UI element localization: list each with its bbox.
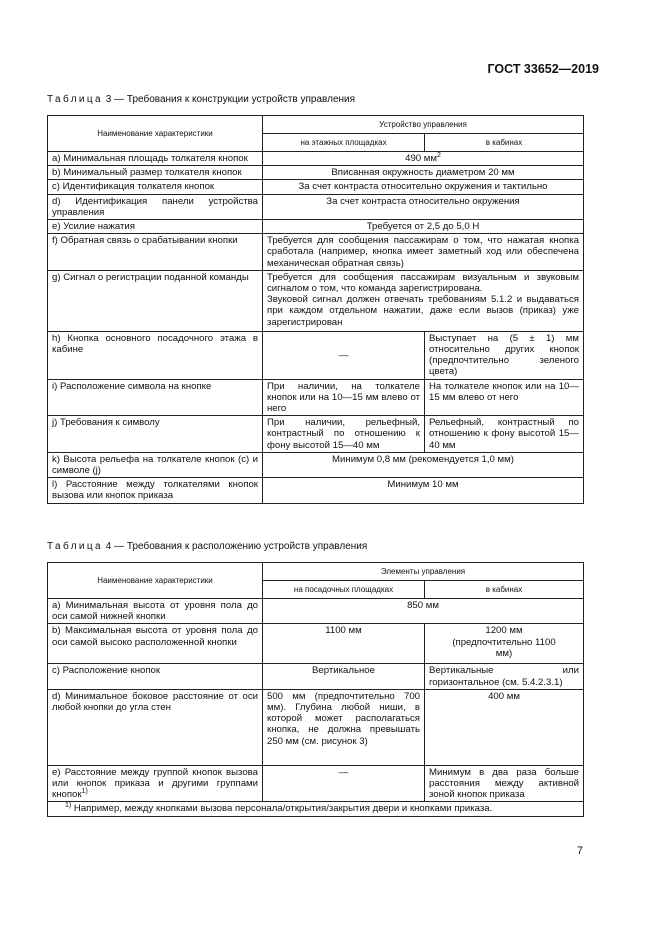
row-value-b: Вертикальные или горизонтальное (см. 5.4.2.3.1)	[425, 664, 584, 689]
table3-col-name: Наименование характеристики	[48, 116, 263, 152]
table3-col-b: в кабинах	[425, 134, 584, 152]
row-value-a: Вертикальное	[263, 664, 425, 689]
table3-row	[48, 166, 584, 180]
row-name: h) Кнопка основного посадочного этажа в кабине	[48, 331, 263, 379]
row-name: b) Минимальный размер толкателя кнопок	[48, 166, 263, 180]
row-value-b: 1200 мм (предпочтительно 1100 мм)	[425, 624, 584, 664]
table3-row	[48, 220, 584, 234]
table4-caption-text: — Требования к расположению устройств управления	[114, 541, 368, 552]
row-value: Требуется для сообщения пассажирам визуальным и звуковым сигналом о том, что команда зарегистрирована. Звуковой сигнал должен отвечать требованиям 5.1.2 и выдаваться при каждом отдельном нажатии, даже если вызов (приказ) уже зарегистрирован	[263, 270, 584, 331]
table3-row	[48, 152, 584, 166]
page-number: 7	[576, 845, 583, 857]
table3-caption-number: 3	[105, 94, 112, 105]
row-value: 490 $мм^2$	[263, 152, 584, 166]
table3-col-a: на этажных площадках	[263, 134, 425, 152]
standard-designation: ГОСТ 33652—2019	[487, 62, 599, 76]
row-name: b) Максимальная высота от уровня пола до оси самой высоко расположенной кнопки	[48, 624, 263, 664]
row-value-a: При наличии, рельефный, контрастный по отношению к фону высотой 15—40 мм	[263, 416, 425, 453]
row-name: c) Идентификация толкателя кнопок	[48, 180, 263, 194]
row-value-a: При наличии, на толкателе кнопок или на 10—15 мм влево от него	[263, 379, 425, 416]
row-name: e) Расстояние между группой кнопок вызова или кнопок приказа и другими группами кнопок$^{1)}$	[48, 765, 263, 802]
table4	[47, 562, 584, 817]
row-name: i) Расположение символа на кнопке	[48, 379, 263, 416]
table4-row	[48, 765, 584, 802]
table3-row	[48, 452, 584, 477]
row-value-a: —	[263, 331, 425, 379]
row-value: За счет контраста относительно окружения	[263, 194, 584, 219]
table4-col-b: в кабинах	[425, 581, 584, 599]
row-value: Требуется для сообщения пассажирам о том, что нажатая кнопка сработала (например, кнопка имеет заметный ход или обеспечена механическая обратная связь)	[263, 234, 584, 271]
row-name: g) Сигнал о регистрации поданной команды	[48, 270, 263, 331]
row-value-a: —	[263, 765, 425, 802]
row-value-a: 1100 мм	[263, 624, 425, 664]
table4-caption	[47, 541, 367, 552]
row-name: f) Обратная связь о срабатывании кнопки	[48, 234, 263, 271]
table4-caption-prefix: Таблица	[47, 541, 104, 552]
row-name: k) Высота рельефа на толкателе кнопок (с) и символе (j)	[48, 452, 263, 477]
table3-row	[48, 379, 584, 416]
row-name: d) Идентификация панели устройства управления	[48, 194, 263, 219]
row-name: a) Минимальная высота от уровня пола до оси самой нижней кнопки	[48, 599, 263, 624]
table3-col-group: Устройство управления	[263, 116, 584, 134]
table3-row	[48, 194, 584, 219]
table3-row	[48, 180, 584, 194]
row-value-b: Рельефный, контрастный по отношению к фону высотой 15—40 мм	[425, 416, 584, 453]
table4-footnote: $^{1)}$ Например, между кнопками вызова персонала/открытия/закрытия двери и кнопками приказа.	[48, 802, 584, 816]
table4-footnote-row	[48, 802, 584, 816]
table3-row	[48, 478, 584, 503]
table3-row	[48, 331, 584, 379]
table3-row	[48, 416, 584, 453]
row-value: 850 мм	[263, 599, 584, 624]
table3-caption-prefix: Таблица	[47, 94, 104, 105]
row-name: d) Минимальное боковое расстояние от оси любой кнопки до угла стен	[48, 689, 263, 765]
row-name: l) Расстояние между толкателями кнопок вызова или кнопок приказа	[48, 478, 263, 503]
table3-caption	[47, 94, 355, 105]
row-value-b: Выступает на (5 ± 1) мм относительно других кнопок (предпочтительно зеленого цвета)	[425, 331, 584, 379]
row-name: a) Минимальная площадь толкателя кнопок	[48, 152, 263, 166]
table4-caption-number: 4	[105, 541, 112, 552]
table4-row	[48, 599, 584, 624]
table3	[47, 115, 584, 504]
row-value: Минимум 0,8 мм (рекомендуется 1,0 мм)	[263, 452, 584, 477]
table3-caption-text: — Требования к конструкции устройств управления	[114, 94, 356, 105]
table3-row	[48, 234, 584, 271]
row-name: e) Усилие нажатия	[48, 220, 263, 234]
table4-col-a: на посадочных площадках	[263, 581, 425, 599]
table4-col-name: Наименование характеристики	[48, 563, 263, 599]
row-name: c) Расположение кнопок	[48, 664, 263, 689]
row-name: j) Требования к символу	[48, 416, 263, 453]
table4-row	[48, 624, 584, 664]
row-value-a: 500 мм (предпочтительно 700 мм). Глубина любой ниши, в которой может располагаться кнопка, не должна превышать 250 мм (см. рисунок 3)	[263, 689, 425, 765]
row-value: Вписанная окружность диаметром 20 мм	[263, 166, 584, 180]
row-value-b: На толкателе кнопок или на 10—15 мм влево от него	[425, 379, 584, 416]
table4-row	[48, 664, 584, 689]
table4-col-group: Элементы управления	[263, 563, 584, 581]
table4-row	[48, 689, 584, 765]
row-value: За счет контраста относительно окружения и тактильно	[263, 180, 584, 194]
row-value-b: Минимум в два раза больше расстояния между активной зоной кнопок приказа	[425, 765, 584, 802]
table3-row	[48, 270, 584, 331]
row-value: Минимум 10 мм	[263, 478, 584, 503]
row-value-b: 400 мм	[425, 689, 584, 765]
row-value: Требуется от 2,5 до 5,0 Н	[263, 220, 584, 234]
